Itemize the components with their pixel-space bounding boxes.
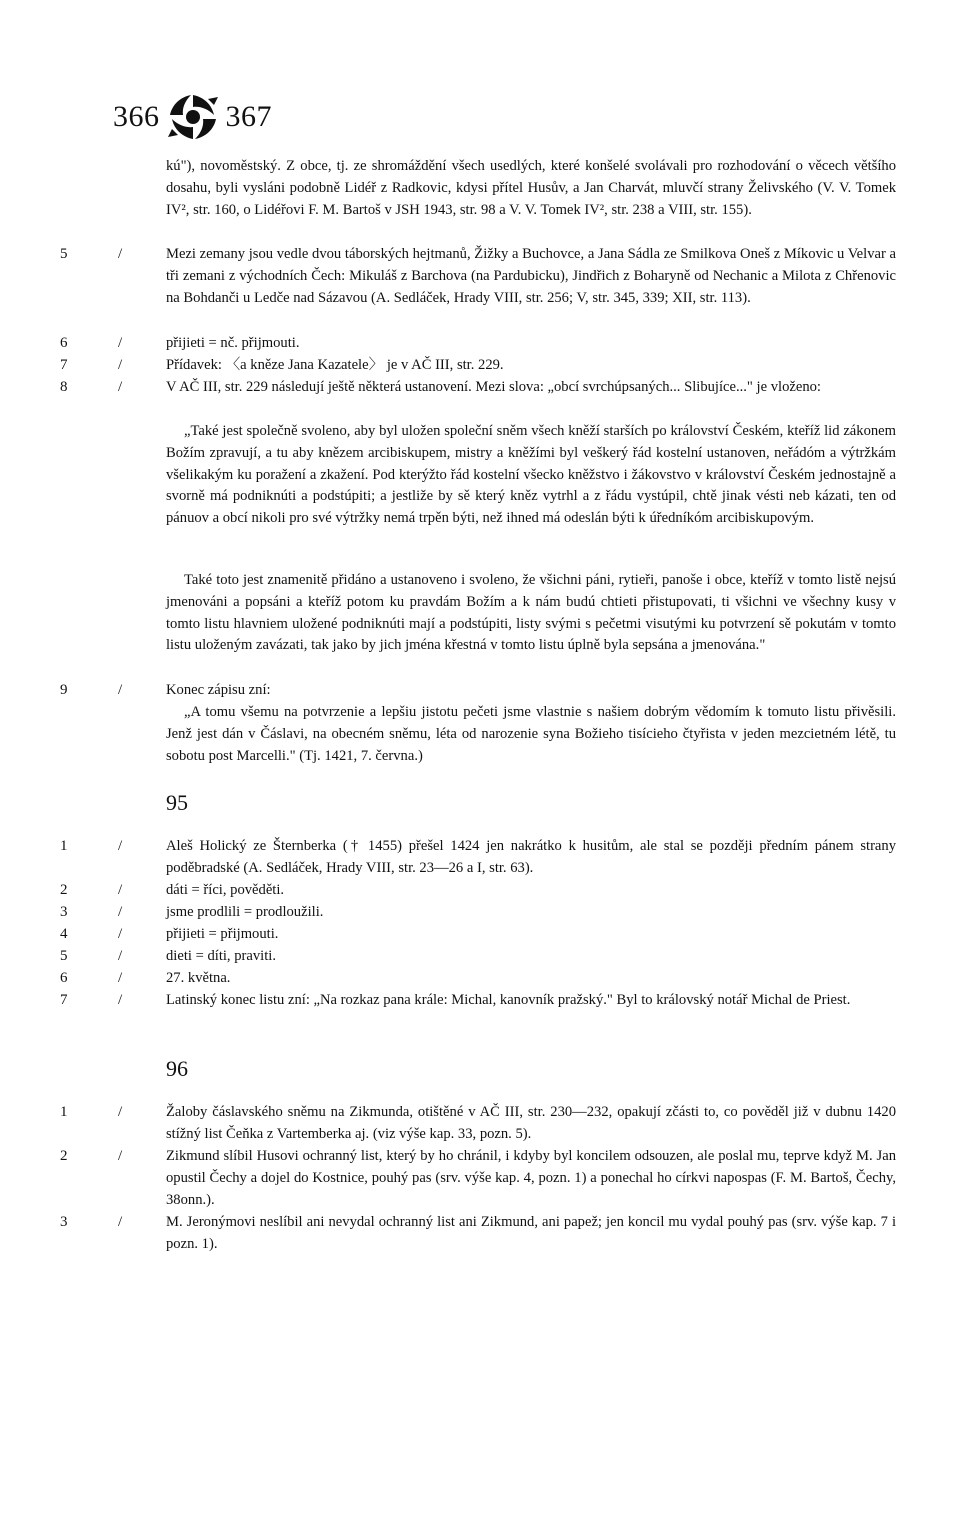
- note-text: jsme prodlili = prodloužili.: [166, 904, 324, 920]
- note-text: 27. května.: [166, 970, 231, 986]
- note-number: 5: [60, 246, 68, 262]
- note-number: 9: [60, 682, 68, 698]
- right-page-number: 367: [225, 100, 272, 133]
- note-text: Přídavek: 〈a kněze Jana Kazatele〉 je v AČ III, str. 229.: [166, 357, 504, 373]
- note-number: 7: [60, 357, 68, 373]
- note-slash: /: [118, 882, 123, 898]
- note-slash: /: [118, 335, 123, 351]
- note-slash: /: [118, 1148, 123, 1164]
- note-number: 7: [60, 992, 68, 1008]
- note-text: Zikmund slíbil Husovi ochranný list, který by ho chránil, i kdyby byl koncilem odsouzen, ale poslal mu, teprve když M. Jan opustil Čechy a dojel do Kostnice, pouhý pas (srv. výše kap. 4, pozn. 1) a ponechal ho církvi napospas (F. M. Bartoš, Čechy, 38onn.).: [166, 1148, 896, 1208]
- note-number: 1: [60, 1104, 68, 1120]
- note-text: přijieti = nč. přijmouti.: [166, 335, 300, 351]
- note-slash: /: [118, 246, 123, 262]
- note-number: 5: [60, 948, 68, 964]
- note-text: Žaloby čáslavského sněmu na Zikmunda, otištěné v AČ III, str. 230—232, opakují zčásti to, co pověděl již v dubnu 1420 stížný list Čeňka z Vartemberka aj. (viz výše kap. 33, pozn. 5).: [166, 1104, 896, 1142]
- note-text: Konec zápisu zní:: [166, 682, 271, 698]
- note-slash: /: [118, 926, 123, 942]
- note-text: dáti = říci, pověděti.: [166, 882, 285, 898]
- note-number: 6: [60, 970, 68, 986]
- swirl-ornament-icon: [164, 93, 222, 141]
- note-number: 8: [60, 379, 68, 395]
- quoted-passage-1: „Také jest společně svoleno, aby byl uložen společní sněm všech kněží starších po království Českém, kteříž lid zákonem Božím zpravují, a tu aby knězem arcibiskupem, mistry a kněžími byl veškerý řád kostelní ustanoven, neřádóm a výtržkám všelikakým ku poražení a zkažení. Pod kterýžto řád kostelní všecko kněžstvo i žákovstvo v království Českém jednostajně a svorně má podniknúti a podstúpiti; a jestliže by sě který kněz vytrhl a z řádu vystúpil, chtě jinak vésti neb kázati, ten od pánuov a obcí nikoli pro své výtržky nemá trpěn býti, než ihned má odeslán býti k úředníkóm arcibiskupovým.: [166, 423, 896, 527]
- note-text: dieti = díti, praviti.: [166, 948, 276, 964]
- note-number: 3: [60, 904, 68, 920]
- note-text: M. Jeronýmovi neslíbil ani nevydal ochranný list ani Zikmund, ani papež; jen koncil mu vydal pouhý pas (srv. výše kap. 7 i pozn. 1).: [166, 1214, 896, 1252]
- note-number: 1: [60, 838, 68, 854]
- left-page-number: 366: [113, 100, 160, 133]
- note-slash: /: [118, 970, 123, 986]
- note-number: 2: [60, 882, 68, 898]
- section-heading-95: 95: [166, 790, 188, 815]
- note-text: V AČ III, str. 229 následují ještě některá ustanovení. Mezi slova: „obcí svrchúpsaných... Slibujíce..." je vloženo:: [166, 379, 821, 395]
- note-text: přijieti = přijmouti.: [166, 926, 279, 942]
- section-heading-96: 96: [166, 1056, 188, 1081]
- note-slash: /: [118, 1104, 123, 1120]
- note-slash: /: [118, 948, 123, 964]
- note-number: 6: [60, 335, 68, 351]
- note-slash: /: [118, 379, 123, 395]
- note-slash: /: [118, 992, 123, 1008]
- note-text: Mezi zemany jsou vedle dvou táborských hejtmanů, Žižky a Buchovce, a Jana Sádla ze Smilkova Oneš z Míkovic u Velvar a tři zemani z východních Čech: Mikuláš z Barchova (na Pardubicku), Jindřich z Boharyně od Nechanic a Milota z Chřenovic na Bohdanči u Ledče nad Sázavou (A. Sedláček, Hrady VIII, str. 256; V, str. 345, 339; XII, str. 113).: [166, 246, 896, 306]
- note-text: Latinský konec listu zní: „Na rozkaz pana krále: Michal, kanovník pražský." Byl to královský notář Michal de Priest.: [166, 992, 851, 1008]
- note-slash: /: [118, 1214, 123, 1230]
- note-slash: /: [118, 357, 123, 373]
- note-number: 4: [60, 926, 68, 942]
- note-text: Aleš Holický ze Šternberka († 1455) přešel 1424 jen nakrátko k husitům, ale stal se později předním pánem strany poděbradské (A. Sedláček, Hrady VIII, str. 23—26 a I, str. 63).: [166, 838, 896, 876]
- note-slash: /: [118, 682, 123, 698]
- note-number: 2: [60, 1148, 68, 1164]
- continuation-text: kú"), novoměstský. Z obce, tj. ze shromáždění všech usedlých, které konšelé svolávali pro rozhodování o věcech většího dosahu, byli vysláni podobně Lidéř z Radkovic, kdysi přítel Husův, a Jan Charvát, mluvčí strany Želivského (V. V. Tomek IV², str. 160, o Lidéřovi F. M. Bartoš v JSH 1943, str. 98 a V. V. Tomek IV², str. 238 a VIII, str. 155).: [166, 158, 896, 218]
- page-header: [113, 92, 272, 142]
- note-slash: /: [118, 904, 123, 920]
- quoted-passage-2: Také toto jest znamenitě přidáno a ustanoveno i svoleno, že všichni páni, rytieři, panoše i obce, kteříž v tomto listě nejsú jmenováni a popsáni a kteříž potom ku pravdám Božím a k nám budú chtieti přistupovati, ti všichni ve všechny kusy v tomto listu hlavniem uložené podniknúti mají a podstúpiti, listy svými s pečetmi visutými ku potvrzení sě pokutám v tomto listu uloženým zavázati, tak jako by jich jména křestná v tomto listu úplně byla sepsána a jmenována.": [166, 572, 896, 654]
- note-slash: /: [118, 838, 123, 854]
- quoted-passage-3: „A tomu všemu na potvrzenie a lepšiu jistotu pečeti jsme vlastnie s našiem dobrým vědomím k tomuto listu přivěsili. Jenž jest dán v Čáslavi, na obecném sněmu, léta od narozenie syna Božieho tisícieho čtyřista v jeden mezcietném létě, tu sobotu post Marcelli." (Tj. 1421, 7. června.): [166, 704, 896, 764]
- note-number: 3: [60, 1214, 68, 1230]
